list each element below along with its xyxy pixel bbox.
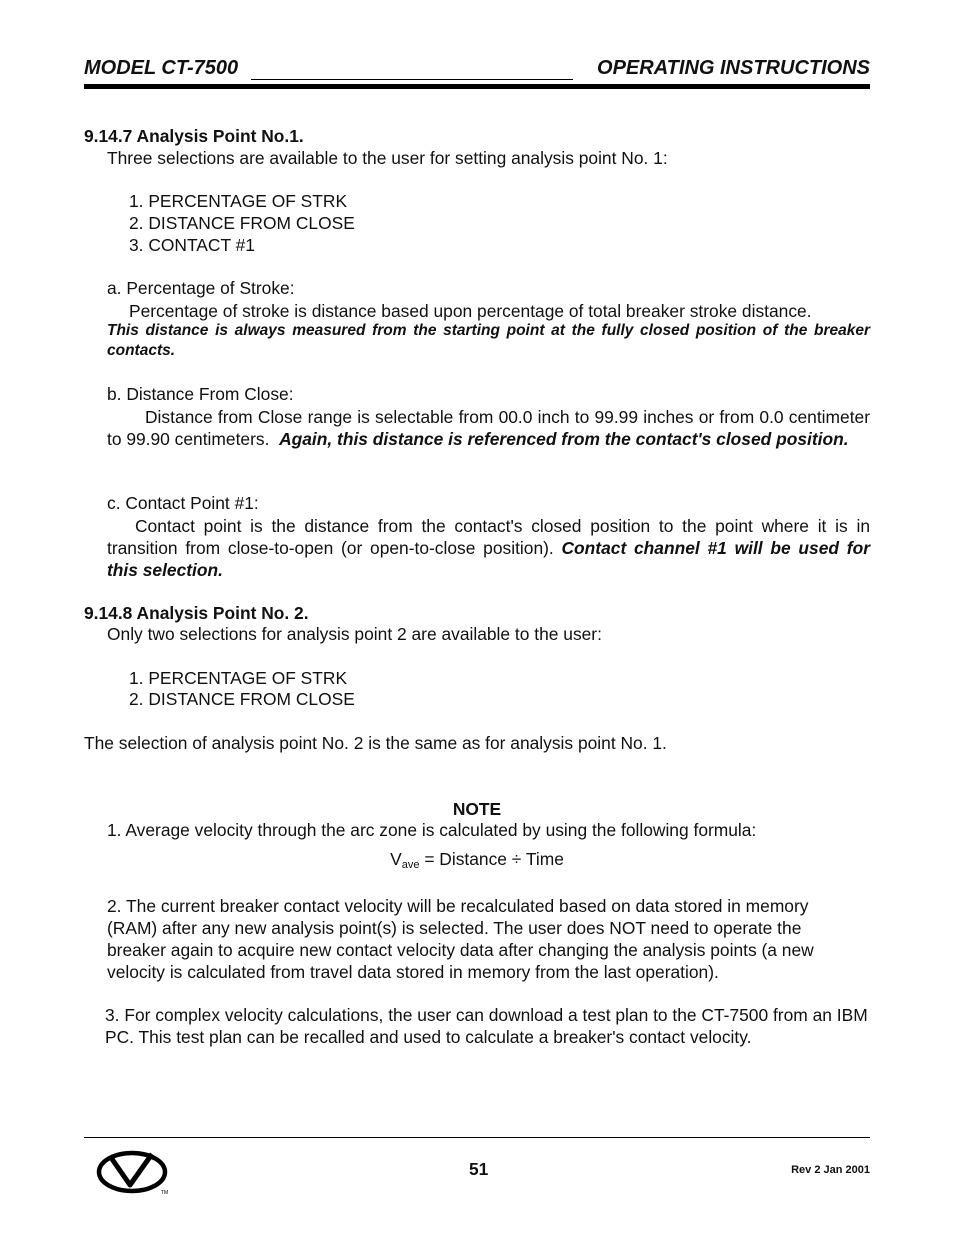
section-heading-1: 9.14.7 Analysis Point No.1. (84, 126, 304, 146)
note-title: NOTE (452, 799, 502, 819)
subsection-title-c: c. Contact Point #1: (107, 493, 259, 513)
revision-date: Rev 2 Jan 2001 (791, 1164, 870, 1176)
section-intro-1: Three selections are available to the user for setting analysis point No. 1: (107, 148, 668, 168)
subsection-body-b: Distance from Close range is selectable from 00.0 inch to 99.99 inches or from 0.0 centimeter to 99.90 centimeters. Again, this distance is referenced from the contact's closed position. (107, 407, 870, 449)
list-item: 3. CONTACT #1 (129, 235, 255, 255)
section-intro-2: Only two selections for analysis point 2 are available to the user: (107, 624, 602, 644)
note-item-1: 1. Average velocity through the arc zone is calculated by using the following formula: (107, 820, 757, 840)
section-heading-2: 9.14.8 Analysis Point No. 2. (84, 603, 309, 623)
footer-rule (84, 1137, 870, 1138)
svg-text:TM: TM (161, 1190, 169, 1196)
subsection-emphasis-b: Again, this distance is referenced from the contact's closed position. (279, 429, 849, 449)
subsection-body-a: Percentage of stroke is distance based upon percentage of total breaker stroke distance. (129, 301, 812, 321)
list-item: 1. PERCENTAGE OF STRK (129, 191, 348, 211)
subsection-title-b: b. Distance From Close: (107, 384, 294, 404)
velocity-formula: $V_{ave}$ = Distance ÷ Time (390, 849, 564, 871)
note-item-3: 3. For complex velocity calculations, the user can download a test plan to the CT-7500 from an IBM PC. This test plan can be recalled and used to calculate a breaker's contact velocity. (105, 1005, 868, 1047)
list-item: 1. PERCENTAGE OF STRK (129, 668, 348, 688)
list-item: 2. DISTANCE FROM CLOSE (129, 213, 355, 233)
subsection-emphasis-a: This distance is always measured from the starting point at the fully closed position of the breaker contacts. (107, 322, 870, 359)
header-section: OPERATING INSTRUCTIONS (597, 57, 870, 79)
page-number: 51 (469, 1159, 489, 1179)
section-summary-2: The selection of analysis point No. 2 is the same as for analysis point No. 1. (84, 733, 667, 753)
header-rule-thin (251, 79, 573, 80)
subsection-title-a: a. Percentage of Stroke: (107, 278, 295, 298)
note-item-2: 2. The current breaker contact velocity will be recalculated based on data stored in memory (RAM) after any new analysis point(s) is selected. The user does NOT need to operate the breaker again to acquire new contact velocity data after changing the analysis points (a new velocity is calculated from travel data stored in memory from the last operation). (107, 896, 814, 982)
list-item: 2. DISTANCE FROM CLOSE (129, 689, 355, 709)
company-logo (96, 1148, 171, 1201)
subsection-emphasis-c: Contact channel #1 will be used for this selection. (107, 538, 870, 580)
header-model: MODEL CT-7500 (84, 57, 239, 79)
subsection-body-c: Contact point is the distance from the contact's closed position to the point where it is in transition from close-to-open (or open-to-close position). Contact channel #1 will be used for this selection. (107, 516, 870, 580)
divide-symbol: ÷ (511, 849, 522, 869)
header-rule (84, 84, 870, 89)
